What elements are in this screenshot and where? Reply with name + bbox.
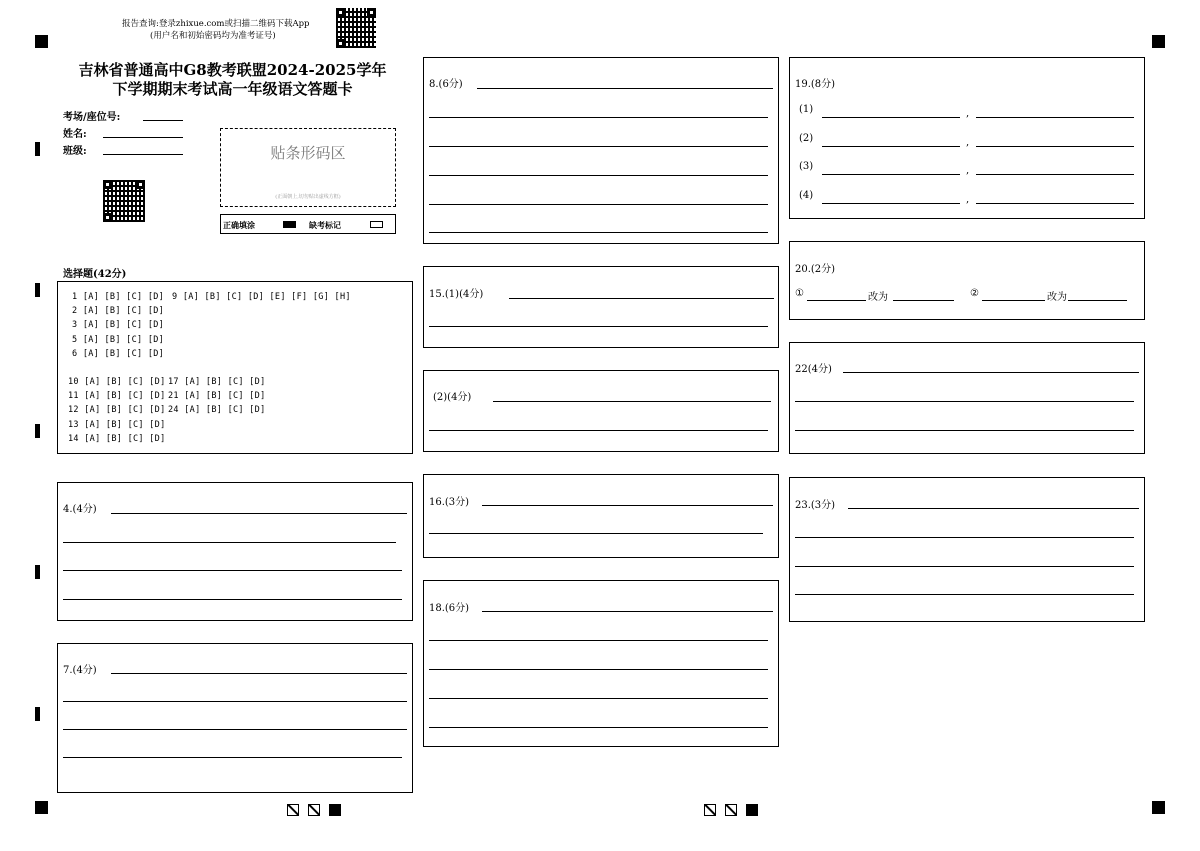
page-title-line1: 吉林省普通高中G8教考联盟2024-2025学年 bbox=[78, 61, 387, 79]
answer-line[interactable] bbox=[795, 594, 1134, 595]
barcode-area-title: 贴条形码区 bbox=[270, 144, 346, 162]
page-id-mark bbox=[329, 804, 341, 816]
answer-box-q20 bbox=[789, 241, 1145, 320]
answer-line[interactable] bbox=[482, 611, 773, 612]
answer-line[interactable] bbox=[477, 88, 773, 89]
question-label-q4: 4.(4分) bbox=[63, 504, 97, 515]
timing-tick bbox=[35, 283, 40, 297]
q19-item-4-label: (4) bbox=[799, 190, 814, 201]
page-id-mark bbox=[287, 804, 299, 816]
report-query-line: 报告查询:登录zhixue.com或扫描二维码下载App bbox=[122, 19, 310, 29]
answer-line[interactable] bbox=[429, 698, 768, 699]
legend-correct-label: 正确填涂 bbox=[223, 220, 255, 230]
qr-finder-pattern bbox=[103, 213, 112, 222]
name-label: 姓名: bbox=[63, 129, 87, 140]
answer-line[interactable] bbox=[976, 203, 1134, 204]
choice-row-13[interactable]: 13 [A] [B] [C] [D] bbox=[68, 420, 166, 430]
choice-row-3[interactable]: 3 [A] [B] [C] [D] bbox=[72, 320, 165, 330]
question-label-q23: 23.(3分) bbox=[795, 500, 836, 511]
answer-box-q18 bbox=[423, 580, 779, 747]
question-label-q15-1: 15.(1)(4分) bbox=[429, 289, 484, 300]
answer-line[interactable] bbox=[429, 117, 768, 118]
qr-finder-pattern bbox=[103, 180, 112, 189]
registration-mark-bottom-left bbox=[35, 801, 48, 814]
page-id-mark bbox=[704, 804, 716, 816]
answer-line[interactable] bbox=[976, 174, 1134, 175]
answer-line[interactable] bbox=[63, 599, 402, 600]
answer-box-q15-2 bbox=[423, 370, 779, 452]
choice-answer-box bbox=[57, 281, 413, 454]
question-label-q16: 16.(3分) bbox=[429, 497, 470, 508]
choice-row-24[interactable]: 24 [A] [B] [C] [D] bbox=[168, 405, 266, 415]
question-label-q19: 19.(8分) bbox=[795, 79, 836, 90]
name-field[interactable] bbox=[103, 137, 183, 138]
answer-line[interactable] bbox=[429, 640, 768, 641]
legend-absent-checkbox[interactable] bbox=[370, 221, 383, 228]
answer-line[interactable] bbox=[63, 701, 407, 702]
question-label-q7: 7.(4分) bbox=[63, 665, 97, 676]
question-label-q15-2: (2)(4分) bbox=[433, 392, 472, 403]
answer-line[interactable] bbox=[795, 566, 1134, 567]
legend-absent-label: 缺考标记 bbox=[309, 220, 341, 230]
choice-row-17[interactable]: 17 [A] [B] [C] [D] bbox=[168, 377, 266, 387]
q19-item-2-label: (2) bbox=[799, 133, 814, 144]
page-id-mark bbox=[308, 804, 320, 816]
qr-finder-pattern bbox=[336, 8, 345, 17]
answer-line[interactable] bbox=[795, 537, 1134, 538]
registration-mark-bottom-right bbox=[1152, 801, 1165, 814]
barcode-area bbox=[220, 128, 396, 207]
answer-line[interactable] bbox=[982, 300, 1045, 301]
exam-seat-field[interactable] bbox=[143, 120, 183, 121]
choice-row-9[interactable]: 9 [A] [B] [C] [D] [E] [F] [G] [H] bbox=[172, 292, 351, 302]
answer-box-q7 bbox=[57, 643, 413, 793]
choice-row-5[interactable]: 5 [A] [B] [C] [D] bbox=[72, 335, 165, 345]
answer-line[interactable] bbox=[848, 508, 1139, 509]
answer-line[interactable] bbox=[976, 117, 1134, 118]
question-label-q20: 20.(2分) bbox=[795, 264, 836, 275]
answer-line[interactable] bbox=[429, 232, 768, 233]
class-label: 班级: bbox=[63, 146, 87, 157]
answer-line[interactable] bbox=[63, 729, 407, 730]
question-label-q18: 18.(6分) bbox=[429, 603, 470, 614]
registration-mark-top-left bbox=[35, 35, 48, 48]
answer-line[interactable] bbox=[429, 326, 768, 327]
timing-tick bbox=[35, 707, 40, 721]
answer-line[interactable] bbox=[429, 727, 768, 728]
q20-change-to-2: 改为 bbox=[1047, 292, 1067, 303]
answer-line[interactable] bbox=[429, 430, 768, 431]
legend-correct-swatch bbox=[283, 221, 296, 228]
answer-line[interactable] bbox=[893, 300, 954, 301]
page-id-mark bbox=[725, 804, 737, 816]
answer-line[interactable] bbox=[429, 204, 768, 205]
choice-row-10[interactable]: 10 [A] [B] [C] [D] bbox=[68, 377, 166, 387]
q20-circle-2: ② bbox=[970, 288, 979, 299]
qr-finder-pattern bbox=[136, 180, 145, 189]
answer-line[interactable] bbox=[807, 300, 866, 301]
comma: , bbox=[966, 108, 970, 119]
answer-line[interactable] bbox=[822, 146, 960, 147]
q19-item-3-label: (3) bbox=[799, 161, 814, 172]
answer-box-q19 bbox=[789, 57, 1145, 219]
question-label-q8: 8.(6分) bbox=[429, 79, 463, 90]
answer-line[interactable] bbox=[429, 146, 768, 147]
comma: , bbox=[966, 165, 970, 176]
answer-box-q16 bbox=[423, 474, 779, 558]
answer-line[interactable] bbox=[1068, 300, 1127, 301]
answer-box-q23 bbox=[789, 477, 1145, 622]
answer-line[interactable] bbox=[795, 401, 1134, 402]
answer-box-q15-1 bbox=[423, 266, 779, 348]
answer-line[interactable] bbox=[822, 203, 960, 204]
question-label-q22: 22(4分) bbox=[795, 364, 832, 375]
answer-line[interactable] bbox=[63, 757, 402, 758]
answer-box-q4 bbox=[57, 482, 413, 621]
answer-line[interactable] bbox=[63, 542, 396, 543]
q20-change-to-1: 改为 bbox=[868, 292, 888, 303]
answer-line[interactable] bbox=[63, 570, 402, 571]
choice-row-2[interactable]: 2 [A] [B] [C] [D] bbox=[72, 306, 165, 316]
choice-row-6[interactable]: 6 [A] [B] [C] [D] bbox=[72, 349, 165, 359]
comma: , bbox=[966, 137, 970, 148]
answer-line[interactable] bbox=[429, 669, 768, 670]
answer-line[interactable] bbox=[429, 175, 768, 176]
answer-line[interactable] bbox=[843, 372, 1139, 373]
answer-line[interactable] bbox=[795, 430, 1134, 431]
student-qr-code bbox=[103, 180, 145, 222]
timing-tick bbox=[35, 565, 40, 579]
fill-legend bbox=[220, 214, 396, 234]
registration-mark-top-right bbox=[1152, 35, 1165, 48]
choice-row-1[interactable]: 1 [A] [B] [C] [D] bbox=[72, 292, 165, 302]
choice-row-14[interactable]: 14 [A] [B] [C] [D] bbox=[68, 434, 166, 444]
qr-finder-pattern bbox=[336, 39, 345, 48]
answer-line[interactable] bbox=[822, 117, 960, 118]
choice-row-11[interactable]: 11 [A] [B] [C] [D] bbox=[68, 391, 166, 401]
answer-line[interactable] bbox=[822, 174, 960, 175]
choice-row-12[interactable]: 12 [A] [B] [C] [D] bbox=[68, 405, 166, 415]
answer-line[interactable] bbox=[493, 401, 771, 402]
answer-line[interactable] bbox=[111, 673, 407, 674]
qr-finder-pattern bbox=[367, 8, 376, 17]
q19-item-1-label: (1) bbox=[799, 104, 814, 115]
answer-line[interactable] bbox=[429, 533, 763, 534]
download-qr-code[interactable] bbox=[336, 8, 376, 48]
timing-tick bbox=[35, 424, 40, 438]
exam-seat-label: 考场/座位号: bbox=[63, 112, 121, 123]
report-query-note: (用户名和初始密码均为准考证号) bbox=[150, 31, 276, 41]
answer-box-q22 bbox=[789, 342, 1145, 454]
answer-line[interactable] bbox=[509, 298, 774, 299]
comma: , bbox=[966, 194, 970, 205]
q20-circle-1: ① bbox=[795, 288, 804, 299]
answer-line[interactable] bbox=[976, 146, 1134, 147]
choice-row-21[interactable]: 21 [A] [B] [C] [D] bbox=[168, 391, 266, 401]
class-field[interactable] bbox=[103, 154, 183, 155]
barcode-area-note: (正面朝上,切勿贴出虚线方框) bbox=[275, 194, 341, 200]
answer-line[interactable] bbox=[482, 505, 773, 506]
answer-line[interactable] bbox=[111, 513, 407, 514]
page-id-mark bbox=[746, 804, 758, 816]
answer-box-q8 bbox=[423, 57, 779, 244]
timing-tick bbox=[35, 142, 40, 156]
choice-section-title: 选择题(42分) bbox=[63, 269, 127, 280]
page-title-line2: 下学期期末考试高一年级语文答题卡 bbox=[112, 80, 353, 98]
